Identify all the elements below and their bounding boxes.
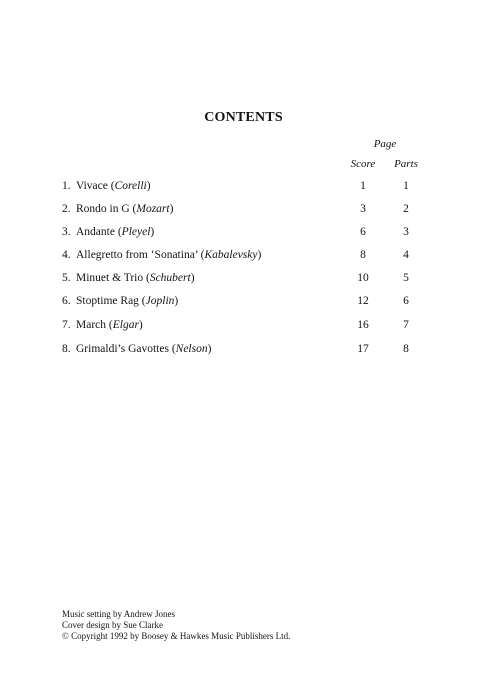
contents-row [62,224,432,240]
entry-composer: Schubert [149,272,191,284]
entry-score-page: 10 [357,272,369,284]
credits-block [62,609,290,642]
entry-composer: Nelson [175,343,208,355]
entry-score-page: 12 [357,295,369,307]
contents-row [62,201,432,217]
entry-parts-page: 7 [403,319,409,331]
entry-title: March (Elgar) [76,319,143,331]
entry-composer: Pleyel [121,226,151,238]
entry-composer: Mozart [136,203,170,215]
entry-composer: Joplin [145,295,175,307]
entry-number: 3. [62,226,71,238]
entry-number: 2. [62,203,71,215]
entry-parts-page: 4 [403,249,409,261]
contents-row [62,317,432,333]
entry-score-page: 17 [357,343,369,355]
entry-title: Vivace (Corelli) [76,180,151,192]
contents-row [62,270,432,286]
entry-number: 6. [62,295,71,307]
entry-number: 1. [62,180,71,192]
entry-title: Allegretto from ‘Sonatina’ (Kabalevsky) [76,249,262,261]
entry-title: Grimaldi’s Gavottes (Nelson) [76,343,212,355]
page-title: CONTENTS [204,110,283,125]
entry-composer: Corelli [114,180,147,192]
entry-parts-page: 6 [403,295,409,307]
page-column-header: Page [373,138,397,150]
score-column-header: Score [350,158,376,170]
entry-score-page: 1 [360,180,366,192]
entry-parts-page: 2 [403,203,409,215]
entry-number: 4. [62,249,71,261]
contents-row [62,247,432,263]
entry-parts-page: 5 [403,272,409,284]
entry-score-page: 8 [360,249,366,261]
entry-number: 5. [62,272,71,284]
contents-row [62,293,432,309]
entry-composer: Elgar [112,319,139,331]
entry-parts-page: 8 [403,343,409,355]
copyright-notice: © Copyright 1992 by Boosey & Hawkes Music Publishers Ltd. [62,631,291,641]
entry-title: Minuet & Trio (Schubert) [76,272,195,284]
cover-design-credit: Cover design by Sue Clarke [62,620,163,630]
entry-title: Stoptime Rag (Joplin) [76,295,179,307]
entry-parts-page: 1 [403,180,409,192]
entry-score-page: 3 [360,203,366,215]
entry-score-page: 16 [357,319,369,331]
entry-number: 7. [62,319,71,331]
entry-number: 8. [62,343,71,355]
entry-title: Rondo in G (Mozart) [76,203,174,215]
contents-row [62,341,432,357]
entry-score-page: 6 [360,226,366,238]
entry-composer: Kabalevsky [204,249,258,261]
contents-row [62,178,432,194]
entry-title: Andante (Pleyel) [76,226,155,238]
music-setting-credit: Music setting by Andrew Jones [62,609,175,619]
entry-parts-page: 3 [403,226,409,238]
parts-column-header: Parts [394,158,418,170]
